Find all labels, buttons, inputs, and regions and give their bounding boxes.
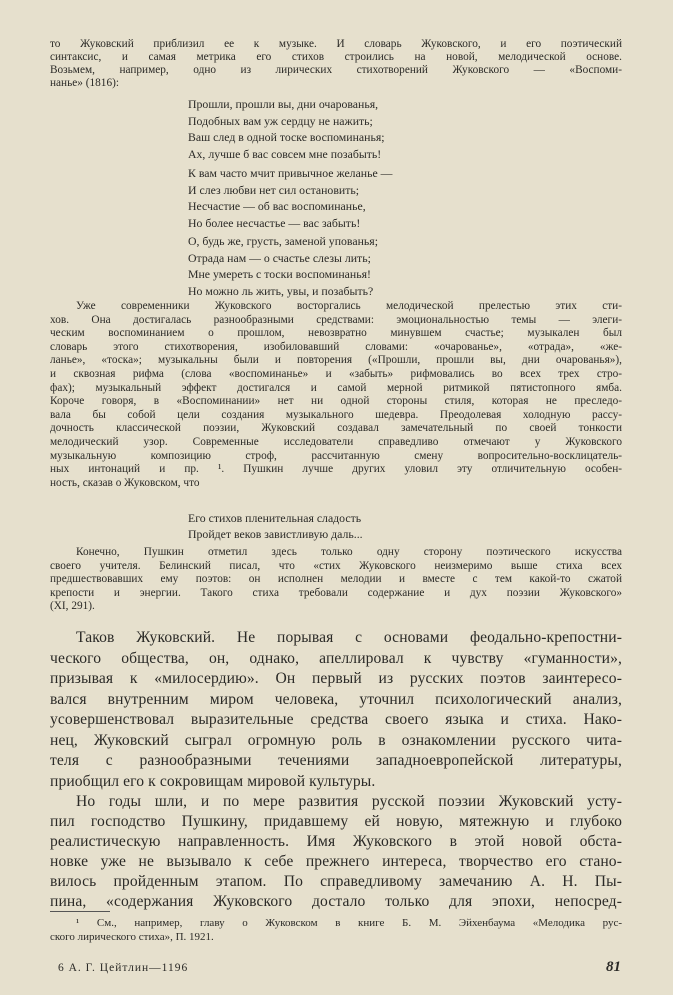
text-line: приобщил его к сокровищам мировой культуры.: [50, 772, 376, 790]
text-line: вилось пройденным этапом. По справедливому замечанию А. Н. Пы-: [50, 873, 622, 890]
poem-line: Но можно ль жить, увы, и позабыть?: [188, 283, 374, 298]
text-line: то Жуковский приблизил ее к музыке. И словарь Жуковского, и его поэтический: [50, 38, 622, 50]
poem-line: Ах, лучше б вас совсем мне позабыть!: [188, 146, 382, 161]
text-line: усовершенствовал выразительные средства своего языка и стиха. Нако-: [50, 711, 622, 728]
text-line: теля с разнообразными течениями западноевропейской литературы,: [50, 752, 622, 769]
poem-line: О, будь же, грусть, заменой упованья;: [188, 234, 378, 248]
text-line: синтаксис, и самая метрика его стихов строились на новой, мелодической основе.: [50, 51, 622, 63]
text-line: вался внутренним миром человека, уточнил психологический анализ,: [50, 690, 622, 708]
poem-line: Но более несчастье — вас забыть!: [188, 215, 361, 230]
footnote-divider: [50, 911, 110, 912]
text-line: нанье» (1816):: [50, 77, 120, 89]
text-line: Но годы шли, и по мере развития русской поэзии Жуковский усту-: [76, 793, 622, 810]
text-line: предшествовавших ему поэтов: он исполнен мелодии и вместе с тем какой-то сжатой: [50, 573, 622, 586]
printer-signature: 6 А. Г. Цейтлин—1196: [58, 962, 189, 974]
text-line: ланье», «тоска»; музыкальны были и повторения («Прошли, прошли вы, дни очарованья»),: [50, 354, 622, 367]
text-line: реалистическую направленность. Имя Жуковского в этой новой обста-: [50, 833, 622, 850]
footnote-line: ¹ См., например, главу о Жуковском в книге Б. М. Эйхенбаума «Мелодика рус-: [76, 917, 622, 929]
poem-line: Ваш след в одной тоске воспоминанья;: [188, 130, 385, 144]
text-line: словарь этого стихотворения, изобиловавший словами: «очарованье», «отрада», «же-: [50, 340, 622, 353]
poem-line: И слез любви нет сил остановить;: [188, 182, 360, 197]
text-line: ческим воспоминанием о прошлом, невозвратно минувшем счастье; музыкален был: [50, 327, 622, 340]
text-line: пина, «содержания Жуковского достало только для эпохи, непосред-: [50, 893, 622, 910]
text-line: пил господство Пушкину, придавшему ей новую, мятежную и глубоко: [50, 813, 622, 830]
text-line: Короче говоря, в «Воспоминании» нет ни одной стороны стиля, которая не преследо-: [50, 395, 622, 408]
footnote-line: ского лирического стиха», П. 1921.: [50, 931, 214, 943]
text-line: Таков Жуковский. Не порывая с основами феодально-крепостни-: [76, 629, 622, 646]
text-line: хов. Она достигалась разнообразными средствами: эмоциональностью темы — элеги-: [50, 313, 622, 326]
poem-line: Отрада нам — о счастье слезы лить;: [188, 250, 371, 265]
text-line: дочность классической поэзии, Жуковский создавал замечательный по своей тонкости: [50, 422, 622, 435]
text-line: музыкальную композицию строф, рассчитанную смену вопросительно-восклицатель-: [50, 449, 622, 462]
text-line: призывая к «милосердию». Он первый из русских поэтов заинтересо-: [50, 670, 622, 687]
text-line: ность, сказав о Жуковском, что: [50, 476, 200, 489]
poem-line: К вам часто мчит привычное желанье —: [188, 166, 393, 180]
quote-line: Его стихов пленительная сладость: [188, 511, 362, 525]
text-line: Возьмем, например, одно из лирических стихотворений Жуковского — «Воспоми-: [50, 64, 622, 76]
text-line: фах); музыкальный эффект достигался и самой мерной ритмикой пятистопного ямба.: [50, 381, 622, 394]
text-line: и сквозная рифма (слова «воспоминанье» и «забыть» рифмовались во всех трех стро-: [50, 368, 622, 380]
text-line: своего учителя. Белинский писал, что «стих Жуковского неизмеримо выше стиха всех: [50, 559, 622, 572]
poem-line: Мне умереть с тоски воспоминанья!: [188, 267, 371, 281]
text-line: новке уже не вызывало к себе прежнего интереса, творчество его стано-: [50, 853, 622, 870]
page-number: 81: [606, 959, 621, 975]
poem-line: Несчастие — об вас воспоминанье,: [188, 199, 366, 213]
text-line: ных интонаций и пр. ¹. Пушкин лучше других уловил эту отличительную особен-: [50, 463, 622, 476]
poem-line: Прошли, прошли вы, дни очарованья,: [188, 97, 379, 111]
text-line: ческого общества, он, однако, апеллировал к чувству «гуманности»,: [50, 649, 622, 667]
poem-line: Подобных вам уж сердцу не нажить;: [188, 113, 373, 128]
text-line: мелодический узор. Современные исследователи справедливо отмечают у Жуковского: [50, 436, 622, 448]
text-line: Конечно, Пушкин отметил здесь только одну сторону поэтического искусства: [76, 546, 622, 558]
quote-line: Пройдет веков завистливую даль...: [188, 527, 363, 541]
text-line: вала бы собой цели создания музыкального шедевра. Преодолевая холодную рассу-: [50, 408, 622, 421]
text-line: (XI, 291).: [50, 600, 95, 613]
text-line: нец, Жуковский сыграл огромную роль в ознакомлении русского чита-: [50, 731, 622, 749]
text-line: крепости и энергии. Такого стиха требовали содержание и дух поэзии Жуковского»: [50, 586, 622, 599]
text-line: Уже современники Жуковского восторгались мелодической прелестью этих сти-: [76, 300, 622, 312]
